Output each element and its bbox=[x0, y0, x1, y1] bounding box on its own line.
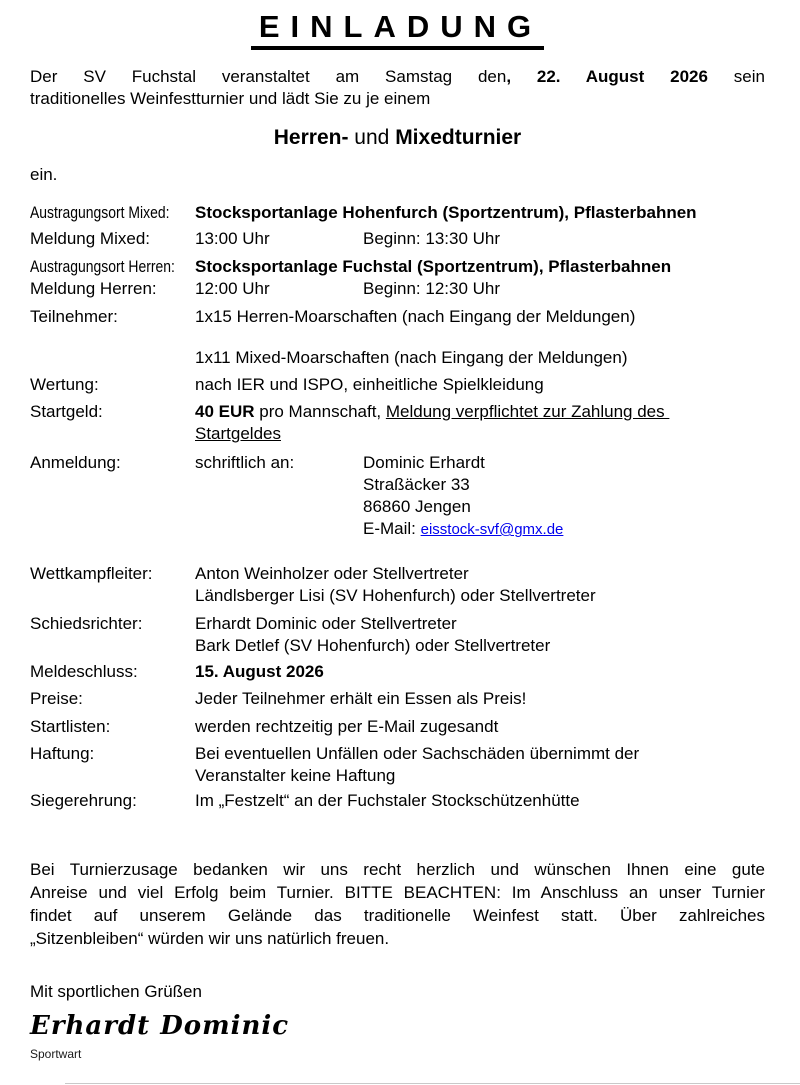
contact-name: Dominic Erhardt bbox=[363, 453, 485, 472]
row-label: Schiedsrichter: bbox=[30, 614, 143, 633]
anmeldung-mode: schriftlich an: bbox=[195, 453, 295, 472]
row-label: Austragungsort Herren: bbox=[30, 257, 175, 276]
email-label: E-Mail: bbox=[363, 519, 421, 538]
row-label: Startlisten: bbox=[30, 717, 111, 736]
intro-post: sein bbox=[707, 67, 765, 86]
meldung-herren-time: 12:00 Uhr bbox=[195, 279, 270, 298]
row-value: Erhardt Dominic oder Stellvertreter Bark Detlef (SV Hohenfurch) oder Stellvertreter bbox=[195, 614, 551, 655]
row-label: Startgeld: bbox=[30, 402, 103, 421]
row-wertung bbox=[30, 374, 765, 395]
row-label: Meldeschluss: bbox=[30, 662, 138, 681]
row-value: Anton Weinholzer oder Stellvertreter Ländlsberger Lisi (SV Hohenfurch) oder Stellvertreter bbox=[195, 564, 596, 605]
closing-paragraph: Bei Turnierzusage bedanken wir uns recht herzlich und wünschen Ihnen eine gute Anreise und viel Erfolg beim Turnier. BITTE BEACHTEN: Im Anschluss an unser Turnier findet auf unserem Gelände das traditionelle Weinfest statt. Über zahlreiches „Sitzenbleiben“ würden wir uns natürlich freuen. bbox=[30, 860, 765, 948]
subtitle-mixed: Mixedturnier bbox=[395, 126, 522, 149]
signature: Erhardt Dominic bbox=[30, 1011, 290, 1041]
row-anmeldung bbox=[30, 452, 765, 541]
intro-line-2: traditionelles Weinfestturnier und lädt Sie zu je einem bbox=[30, 89, 431, 108]
row-label: Preise: bbox=[30, 689, 83, 708]
contact-city: 86860 Jengen bbox=[363, 497, 471, 516]
row-label: Siegerehrung: bbox=[30, 791, 137, 810]
row-value: Jeder Teilnehmer erhält ein Essen als Preis! bbox=[195, 689, 527, 708]
row-value: Bei eventuellen Unfällen oder Sachschäden übernimmt der Veranstalter keine Haftung bbox=[195, 744, 640, 785]
row-label: Teilnehmer: bbox=[30, 307, 118, 326]
meldung-mixed-time: 13:00 Uhr bbox=[195, 229, 270, 248]
tournament-subtitle bbox=[30, 125, 765, 151]
row-meldeschluss bbox=[30, 661, 765, 682]
row-teilnehmer bbox=[30, 306, 765, 327]
row-value: werden rechtzeitig per E-Mail zugesandt bbox=[195, 717, 499, 736]
intro-pre: Der SV Fuchstal veranstaltet am Samstag den bbox=[30, 67, 507, 86]
signoff: Mit sportlichen Grüßen bbox=[30, 982, 202, 1001]
intro-ein: ein. bbox=[30, 165, 58, 184]
row-label: Wettkampfleiter: bbox=[30, 564, 153, 583]
row-siegerehrung bbox=[30, 790, 765, 811]
intro-line-1 bbox=[30, 66, 765, 88]
meldung-mixed-beginn: Beginn: 13:30 Uhr bbox=[363, 229, 501, 248]
row-value: 40 EUR pro Mannschaft, Meldung verpflichtet zur Zahlung des Startgeldes bbox=[195, 402, 670, 443]
row-value: Im „Festzelt“ an der Fuchstaler Stockschützenhütte bbox=[195, 791, 580, 810]
row-schiedsrichter bbox=[30, 613, 765, 657]
row-label: Haftung: bbox=[30, 744, 95, 763]
row-teilnehmer-mixed bbox=[30, 347, 765, 368]
startgeld-note-2: Startgeldes bbox=[195, 424, 281, 443]
intro-date: , 22. August 2026 bbox=[506, 67, 708, 86]
row-startlisten bbox=[30, 716, 765, 737]
row-label: Austragungsort Mixed: bbox=[30, 203, 170, 222]
row-austragungsort-herren bbox=[30, 256, 765, 277]
row-value: 1x15 Herren-Moarschaften (nach Eingang der Meldungen) bbox=[195, 307, 636, 326]
row-meldung-mixed bbox=[30, 228, 765, 249]
startgeld-note-1: Meldung verpflichtet zur Zahlung des bbox=[385, 402, 670, 421]
row-value: 15. August 2026 bbox=[195, 662, 324, 681]
page-bottom-rule bbox=[65, 1083, 800, 1084]
row-value: Stocksportanlage Fuchstal (Sportzentrum), Pflasterbahnen bbox=[195, 257, 672, 276]
row-meldung-herren bbox=[30, 278, 765, 299]
row-label: Wertung: bbox=[30, 375, 99, 394]
row-label: Anmeldung: bbox=[30, 453, 121, 472]
meldung-herren-beginn: Beginn: 12:30 Uhr bbox=[363, 279, 501, 298]
contact-street: Straßäcker 33 bbox=[363, 475, 470, 494]
row-haftung bbox=[30, 743, 765, 787]
document-title: EINLADUNG bbox=[251, 8, 544, 50]
startgeld-amount: 40 EUR bbox=[195, 402, 255, 421]
row-label: Meldung Herren: bbox=[30, 279, 157, 298]
subtitle-herren: Herren- bbox=[273, 126, 349, 149]
row-startgeld bbox=[30, 401, 765, 445]
row-value: nach IER und ISPO, einheitliche Spielkleidung bbox=[195, 375, 544, 394]
email-link[interactable]: eisstock-svf@gmx.de bbox=[420, 521, 564, 538]
signature-role: Sportwart bbox=[30, 1047, 82, 1061]
row-preise bbox=[30, 688, 765, 709]
row-label: Meldung Mixed: bbox=[30, 229, 151, 248]
row-austragungsort-mixed bbox=[30, 202, 765, 223]
contact-address-block bbox=[363, 452, 563, 541]
row-value: 1x11 Mixed-Moarschaften (nach Eingang der Meldungen) bbox=[195, 348, 628, 367]
row-wettkampfleiter bbox=[30, 563, 765, 607]
row-value: Stocksportanlage Hohenfurch (Sportzentrum), Pflasterbahnen bbox=[195, 203, 697, 222]
subtitle-und: und bbox=[348, 126, 396, 149]
title-wrap bbox=[30, 0, 765, 50]
